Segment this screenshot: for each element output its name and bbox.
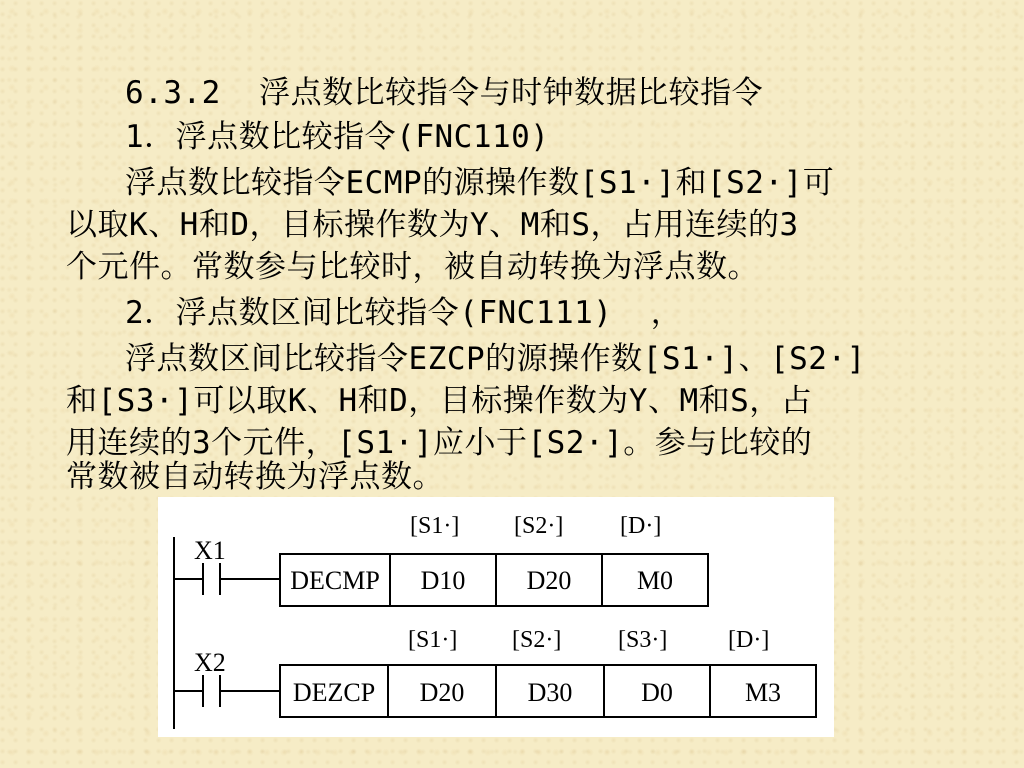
rung1-cell-s2: D20: [526, 566, 572, 595]
section1-title: 1．浮点数比较指令(FNC110): [125, 119, 550, 155]
rung2-cell-op: DEZCP: [292, 678, 376, 707]
ladder-diagram: [158, 497, 834, 737]
rung1-header-d: [D·]: [620, 513, 662, 539]
section2-body-line-3: 用连续的3个元件，[S1·]应小于[S2·]。参与比较的: [66, 425, 813, 461]
rung2-header-s3: [S3·]: [618, 627, 668, 653]
section1-body-line-1: 浮点数比较指令ECMP的源操作数[S1·]和[S2·]可: [125, 165, 835, 201]
section2-body-line-4: 常数被自动转换为浮点数。: [66, 459, 444, 495]
rung2-header-s1: [S1·]: [408, 627, 458, 653]
rung1-cell-s1: D10: [420, 566, 466, 595]
rung1-cell-op: DECMP: [290, 566, 380, 595]
section2-body-line-2: 和[S3·]可以取K、H和D，目标操作数为Y、M和S，占: [66, 383, 813, 419]
section2-title: 2．浮点数区间比较指令(FNC111) ，: [125, 295, 683, 331]
section1-body-line-2: 以取K、H和D，目标操作数为Y、M和S，占用连续的3: [66, 207, 799, 243]
rung2-contact-label: X2: [194, 648, 226, 677]
heading: 6.3.2 浮点数比较指令与时钟数据比较指令: [125, 75, 764, 111]
rung1-contact-label: X1: [194, 536, 226, 565]
rung2-cell-d: M3: [744, 678, 782, 707]
section2-body-line-1: 浮点数区间比较指令EZCP的源操作数[S1·]、[S2·]: [125, 341, 866, 377]
rung1-header-s2: [S2·]: [514, 513, 564, 539]
rung2-cell-s1: D20: [419, 678, 465, 707]
rung2-cell-s3: D0: [641, 678, 673, 707]
rung2-header-s2: [S2·]: [512, 627, 562, 653]
ladder-diagram-svg: [158, 497, 834, 737]
rung2-cell-s2: D30: [527, 678, 573, 707]
rung1-cell-d: M0: [636, 566, 674, 595]
rung2-header-d: [D·]: [728, 627, 770, 653]
section1-body-line-3: 个元件。常数参与比较时，被自动转换为浮点数。: [66, 249, 759, 285]
rung1-header-s1: [S1·]: [410, 513, 460, 539]
